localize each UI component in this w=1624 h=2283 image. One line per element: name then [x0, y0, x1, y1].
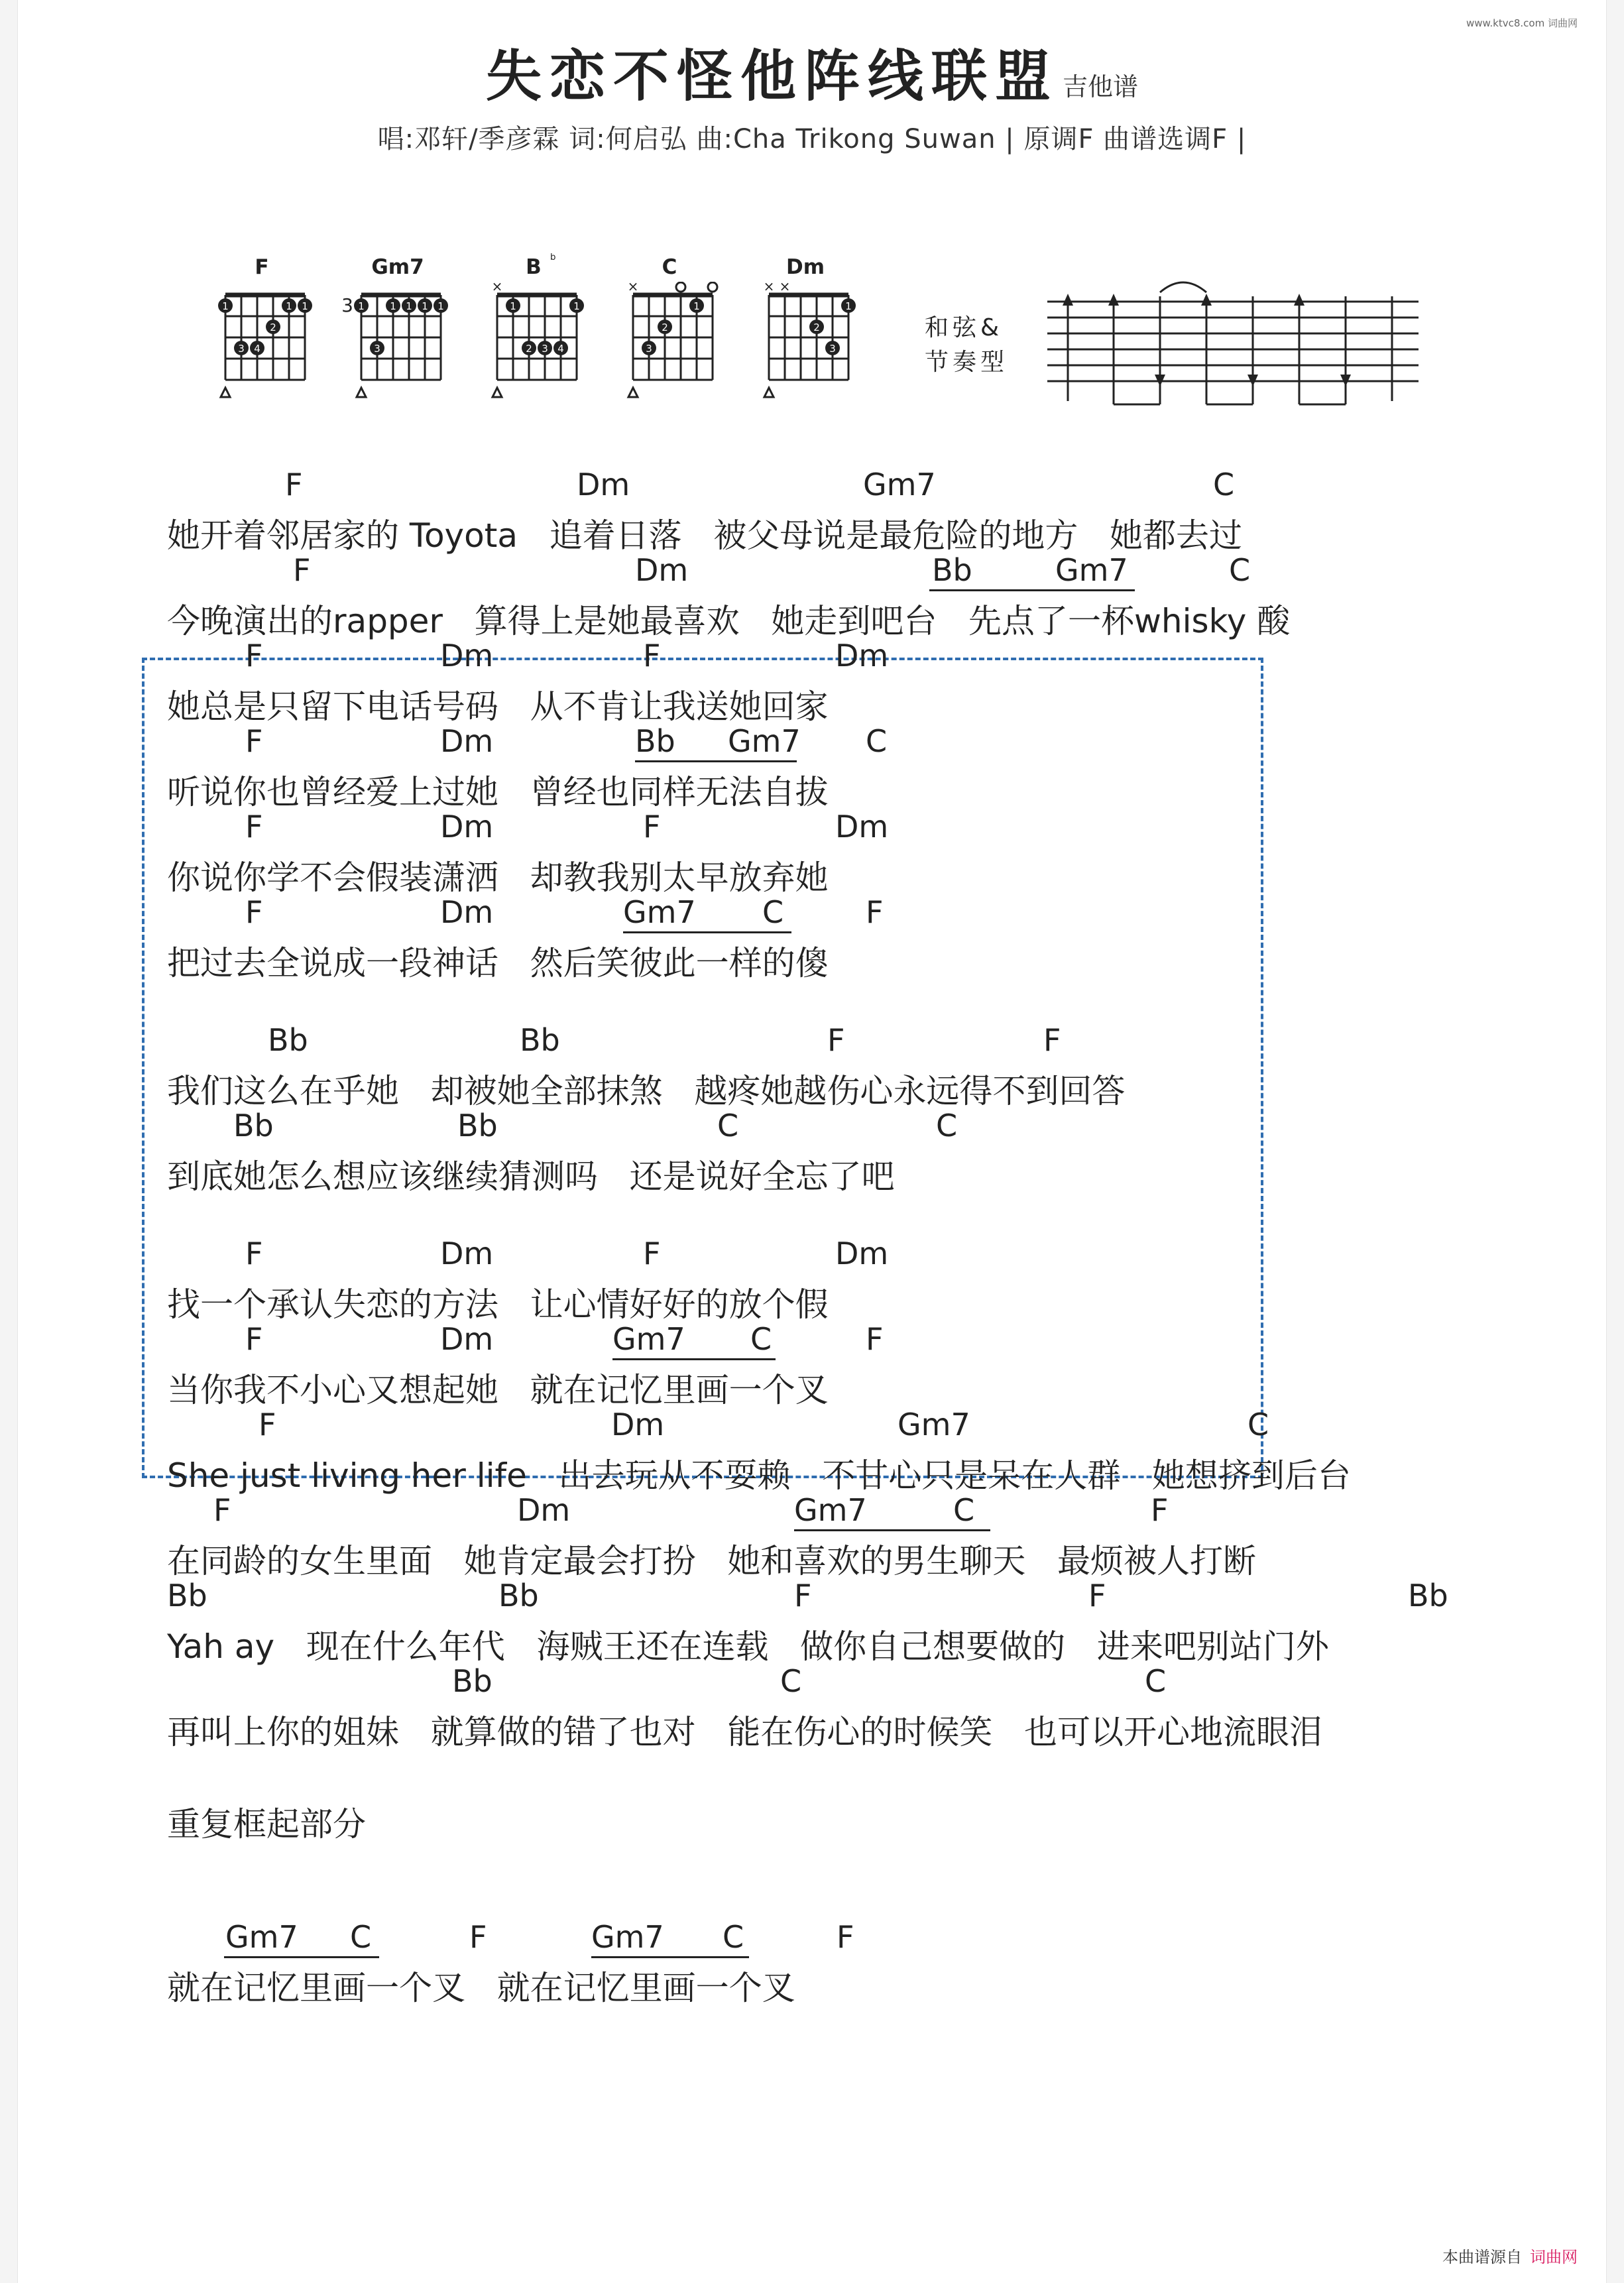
root-string-marker	[357, 388, 366, 397]
lyric-line: 听说你也曾经爱上过她 曾经也同样无法自拔	[167, 773, 829, 811]
chord-label: F	[213, 1492, 231, 1528]
chord-label: Dm	[835, 638, 889, 673]
chord-label: Bb	[498, 1578, 539, 1613]
song-line	[167, 1321, 1546, 1407]
footer-brand: 词曲网	[1530, 2248, 1578, 2266]
song-line	[167, 809, 1546, 897]
chord-group-underline	[623, 931, 791, 933]
chord-label: Dm	[440, 809, 494, 845]
chord-diagram-name: Gm7	[371, 255, 424, 279]
chord-label: F	[866, 894, 884, 930]
chord-label: F	[794, 1578, 812, 1613]
chord-label: Dm	[440, 638, 494, 673]
song-title: 失恋不怪他阵线联盟	[485, 44, 1059, 109]
chord-label: C	[1213, 467, 1235, 502]
root-string-marker	[221, 388, 230, 397]
muted-string-mark: ×	[627, 282, 639, 294]
strum-pattern	[1047, 268, 1419, 418]
song-meta: 唱:邓轩/季彦霖 词:何启弘 曲:Cha Trikong Suwan | 原调F 曲谱选调F |	[377, 124, 1247, 154]
chord-group-underline	[929, 589, 1135, 591]
chord-label: C	[1145, 1663, 1167, 1699]
chord-group-underline	[591, 1956, 749, 1958]
lyric-line: 重复框起部分	[167, 1805, 366, 1844]
chord-grid	[199, 282, 325, 434]
song-line	[167, 1022, 1546, 1108]
chord-label: F	[285, 467, 303, 502]
lyric-line: 我们这么在乎她 却被她全部抹煞 越疼她越伤心永远得不到回答	[167, 1072, 1126, 1110]
spacer	[167, 1749, 1546, 1791]
chord-label: C	[1229, 552, 1251, 588]
chord-label: Bb	[457, 1108, 498, 1143]
song-line	[167, 1791, 1546, 1877]
song-line	[167, 552, 1546, 638]
chord-label: Gm7	[623, 894, 696, 930]
chord-label: Gm7	[794, 1492, 867, 1528]
lyric-line: 今晚演出的rapper 算得上是她最喜欢 她走到吧台 先点了一杯whisky 酸	[167, 602, 1291, 640]
finger-number: 4	[557, 343, 564, 355]
spacer	[167, 1193, 1546, 1236]
chord-label: C	[762, 894, 784, 930]
chord-label: Gm7	[591, 1919, 664, 1955]
song-line	[167, 1663, 1546, 1749]
chord-label: F	[1151, 1492, 1169, 1528]
lyric-line: 她总是只留下电话号码 从不肯让我送她回家	[167, 687, 829, 726]
lyric-line: 就在记忆里画一个叉 就在记忆里画一个叉	[167, 1969, 795, 2007]
song-line	[167, 638, 1546, 726]
lyric-line: 找一个承认失恋的方法 让心情好好的放个假	[167, 1285, 829, 1324]
finger-number: 1	[222, 300, 229, 312]
left-margin-strip	[0, 0, 18, 2283]
fret-number: 3	[341, 294, 353, 316]
chord-label: C	[1247, 1407, 1269, 1442]
open-string-mark	[708, 282, 717, 292]
title-tag: 吉他谱	[1063, 72, 1139, 101]
chord-label: Dm	[440, 723, 494, 759]
finger-number: 3	[542, 343, 548, 355]
chord-label: F	[1043, 1022, 1061, 1058]
finger-number: 1	[390, 300, 396, 312]
song-line	[167, 467, 1546, 555]
song-line	[167, 1236, 1546, 1324]
chord-diagram-name: B	[526, 255, 542, 279]
chord-label: F	[866, 1321, 884, 1357]
finger-number: 1	[406, 300, 412, 312]
spacer	[167, 1877, 1546, 1919]
chord-label: Dm	[577, 467, 630, 502]
chord-label: F	[827, 1022, 845, 1058]
pattern-label-line: 节奏型	[925, 349, 1009, 376]
finger-number: 2	[813, 322, 820, 333]
chord-label: Gm7	[728, 723, 801, 759]
finger-number: 2	[270, 322, 276, 333]
chord-label: F	[837, 1919, 854, 1955]
muted-string-mark: ×	[491, 282, 503, 294]
chord-label: C	[780, 1663, 802, 1699]
finger-number: 1	[358, 300, 365, 312]
chord-label: C	[936, 1108, 958, 1143]
chord-label: Dm	[440, 1321, 494, 1357]
chord-label: Dm	[517, 1492, 571, 1528]
chord-label: Gm7	[863, 467, 936, 502]
chord-label: Bb	[1408, 1578, 1448, 1613]
song-line	[167, 723, 1546, 809]
lyric-line: 再叫上你的姐妹 就算做的错了也对 能在伤心的时候笑 也可以开心地流眼泪	[167, 1713, 1323, 1751]
chord-label: F	[245, 1321, 263, 1357]
chord-label: F	[293, 552, 311, 588]
chord-label: Bb	[233, 1108, 274, 1143]
right-margin-strip	[1606, 0, 1624, 2283]
song-line	[167, 1492, 1546, 1578]
chord-label: Bb	[520, 1022, 560, 1058]
chord-label: Dm	[440, 1236, 494, 1271]
chord-label: F	[245, 809, 263, 845]
finger-number: 1	[437, 300, 444, 312]
chord-label: Gm7	[898, 1407, 970, 1442]
chord-label: C	[750, 1321, 772, 1357]
finger-number: 1	[286, 300, 292, 312]
chord-label: F	[643, 1236, 661, 1271]
chord-label: C	[723, 1919, 744, 1955]
finger-number: 3	[374, 343, 380, 355]
chord-group-underline	[794, 1529, 990, 1531]
lyric-line: 到底她怎么想应该继续猜测吗 还是说好全忘了吧	[167, 1157, 895, 1196]
lyric-line: 在同龄的女生里面 她肯定最会打扮 她和喜欢的男生聊天 最烦被人打断	[167, 1542, 1257, 1580]
finger-number: 1	[573, 300, 580, 312]
lyric-line: 她开着邻居家的 Toyota 追着日落 被父母说是最危险的地方 她都去过	[167, 516, 1242, 555]
chord-group-underline	[635, 760, 797, 762]
song-line	[167, 1578, 1546, 1666]
chord-diagram-name: Dm	[785, 255, 825, 279]
chord-diagram-name: C	[662, 255, 677, 279]
chord-label: F	[245, 894, 263, 930]
finger-number: 1	[422, 300, 428, 312]
finger-number: 2	[662, 322, 668, 333]
chord-group-underline	[612, 1358, 776, 1360]
spacer	[167, 980, 1546, 1022]
finger-number: 3	[829, 343, 836, 355]
chord-label: Gm7	[1055, 552, 1128, 588]
lyric-line: 把过去全说成一段神话 然后笑彼此一样的傻	[167, 944, 829, 982]
finger-number: 1	[693, 300, 700, 312]
song-line	[167, 1407, 1546, 1495]
chord-diagram-name: F	[255, 255, 269, 279]
chord-flat-symbol: b	[550, 253, 556, 263]
lyric-line: 你说你学不会假装潇洒 却教我别太早放弃她	[167, 858, 829, 897]
root-string-marker	[628, 388, 638, 397]
pattern-label	[925, 311, 1008, 380]
pattern-label-line: 和弦&	[925, 314, 1004, 341]
finger-number: 1	[302, 300, 308, 312]
chord-diagram-strip	[199, 255, 1425, 428]
lyric-line: She just living her life 出去玩从不耍赖 不甘心只是呆在人群 她想挤到后台	[167, 1456, 1351, 1495]
finger-number: 4	[254, 343, 261, 355]
chord-label: Gm7	[612, 1321, 685, 1357]
song-line	[167, 894, 1546, 980]
chord-label: C	[866, 723, 888, 759]
chord-label: Bb	[932, 552, 972, 588]
chord-label: Bb	[268, 1022, 308, 1058]
song-line	[167, 1919, 1546, 2005]
root-string-marker	[493, 388, 502, 397]
open-string-mark	[676, 282, 685, 292]
chord-label: F	[469, 1919, 487, 1955]
chord-label: F	[643, 809, 661, 845]
muted-string-mark: ×	[763, 282, 775, 294]
lyric-line: 当你我不小心又想起她 就在记忆里画一个叉	[167, 1371, 829, 1409]
page-title	[0, 32, 1624, 112]
finger-number: 1	[510, 300, 516, 312]
chord-label: F	[245, 723, 263, 759]
chord-label: Bb	[452, 1663, 493, 1699]
muted-string-mark: ×	[779, 282, 791, 294]
chord-label: C	[717, 1108, 739, 1143]
chord-label: Gm7	[225, 1919, 298, 1955]
finger-number: 3	[238, 343, 245, 355]
chord-chart	[167, 467, 1546, 2005]
lyric-line: Yah ay 现在什么年代 海贼王还在连载 做你自己想要做的 进来吧别站门外	[167, 1627, 1329, 1666]
chord-label: F	[1088, 1578, 1106, 1613]
chord-label: F	[245, 1236, 263, 1271]
song-line	[167, 1108, 1546, 1196]
root-string-marker	[764, 388, 774, 397]
finger-number: 1	[845, 300, 852, 312]
footer-prefix: 本曲谱源自	[1442, 2248, 1522, 2266]
chord-group-underline	[224, 1956, 379, 1958]
chord-label: Dm	[635, 552, 689, 588]
finger-number: 3	[646, 343, 652, 355]
chord-label: Bb	[167, 1578, 207, 1613]
footer-source	[1442, 2244, 1578, 2267]
chord-label: C	[953, 1492, 975, 1528]
chord-label: C	[350, 1919, 372, 1955]
chord-label: F	[245, 638, 263, 673]
chord-label: Dm	[835, 809, 889, 845]
chord-grid	[607, 282, 732, 434]
chord-label: Bb	[635, 723, 675, 759]
chord-grid	[471, 282, 597, 434]
chord-grid	[335, 282, 461, 434]
chord-label: F	[259, 1407, 276, 1442]
chord-grid	[742, 282, 868, 434]
chord-label: Dm	[611, 1407, 665, 1442]
chord-label: F	[643, 638, 661, 673]
chord-label: Dm	[835, 1236, 889, 1271]
chord-label: Dm	[440, 894, 494, 930]
site-watermark: www.ktvc8.com 词曲网	[1466, 17, 1578, 29]
finger-number: 2	[526, 343, 532, 355]
